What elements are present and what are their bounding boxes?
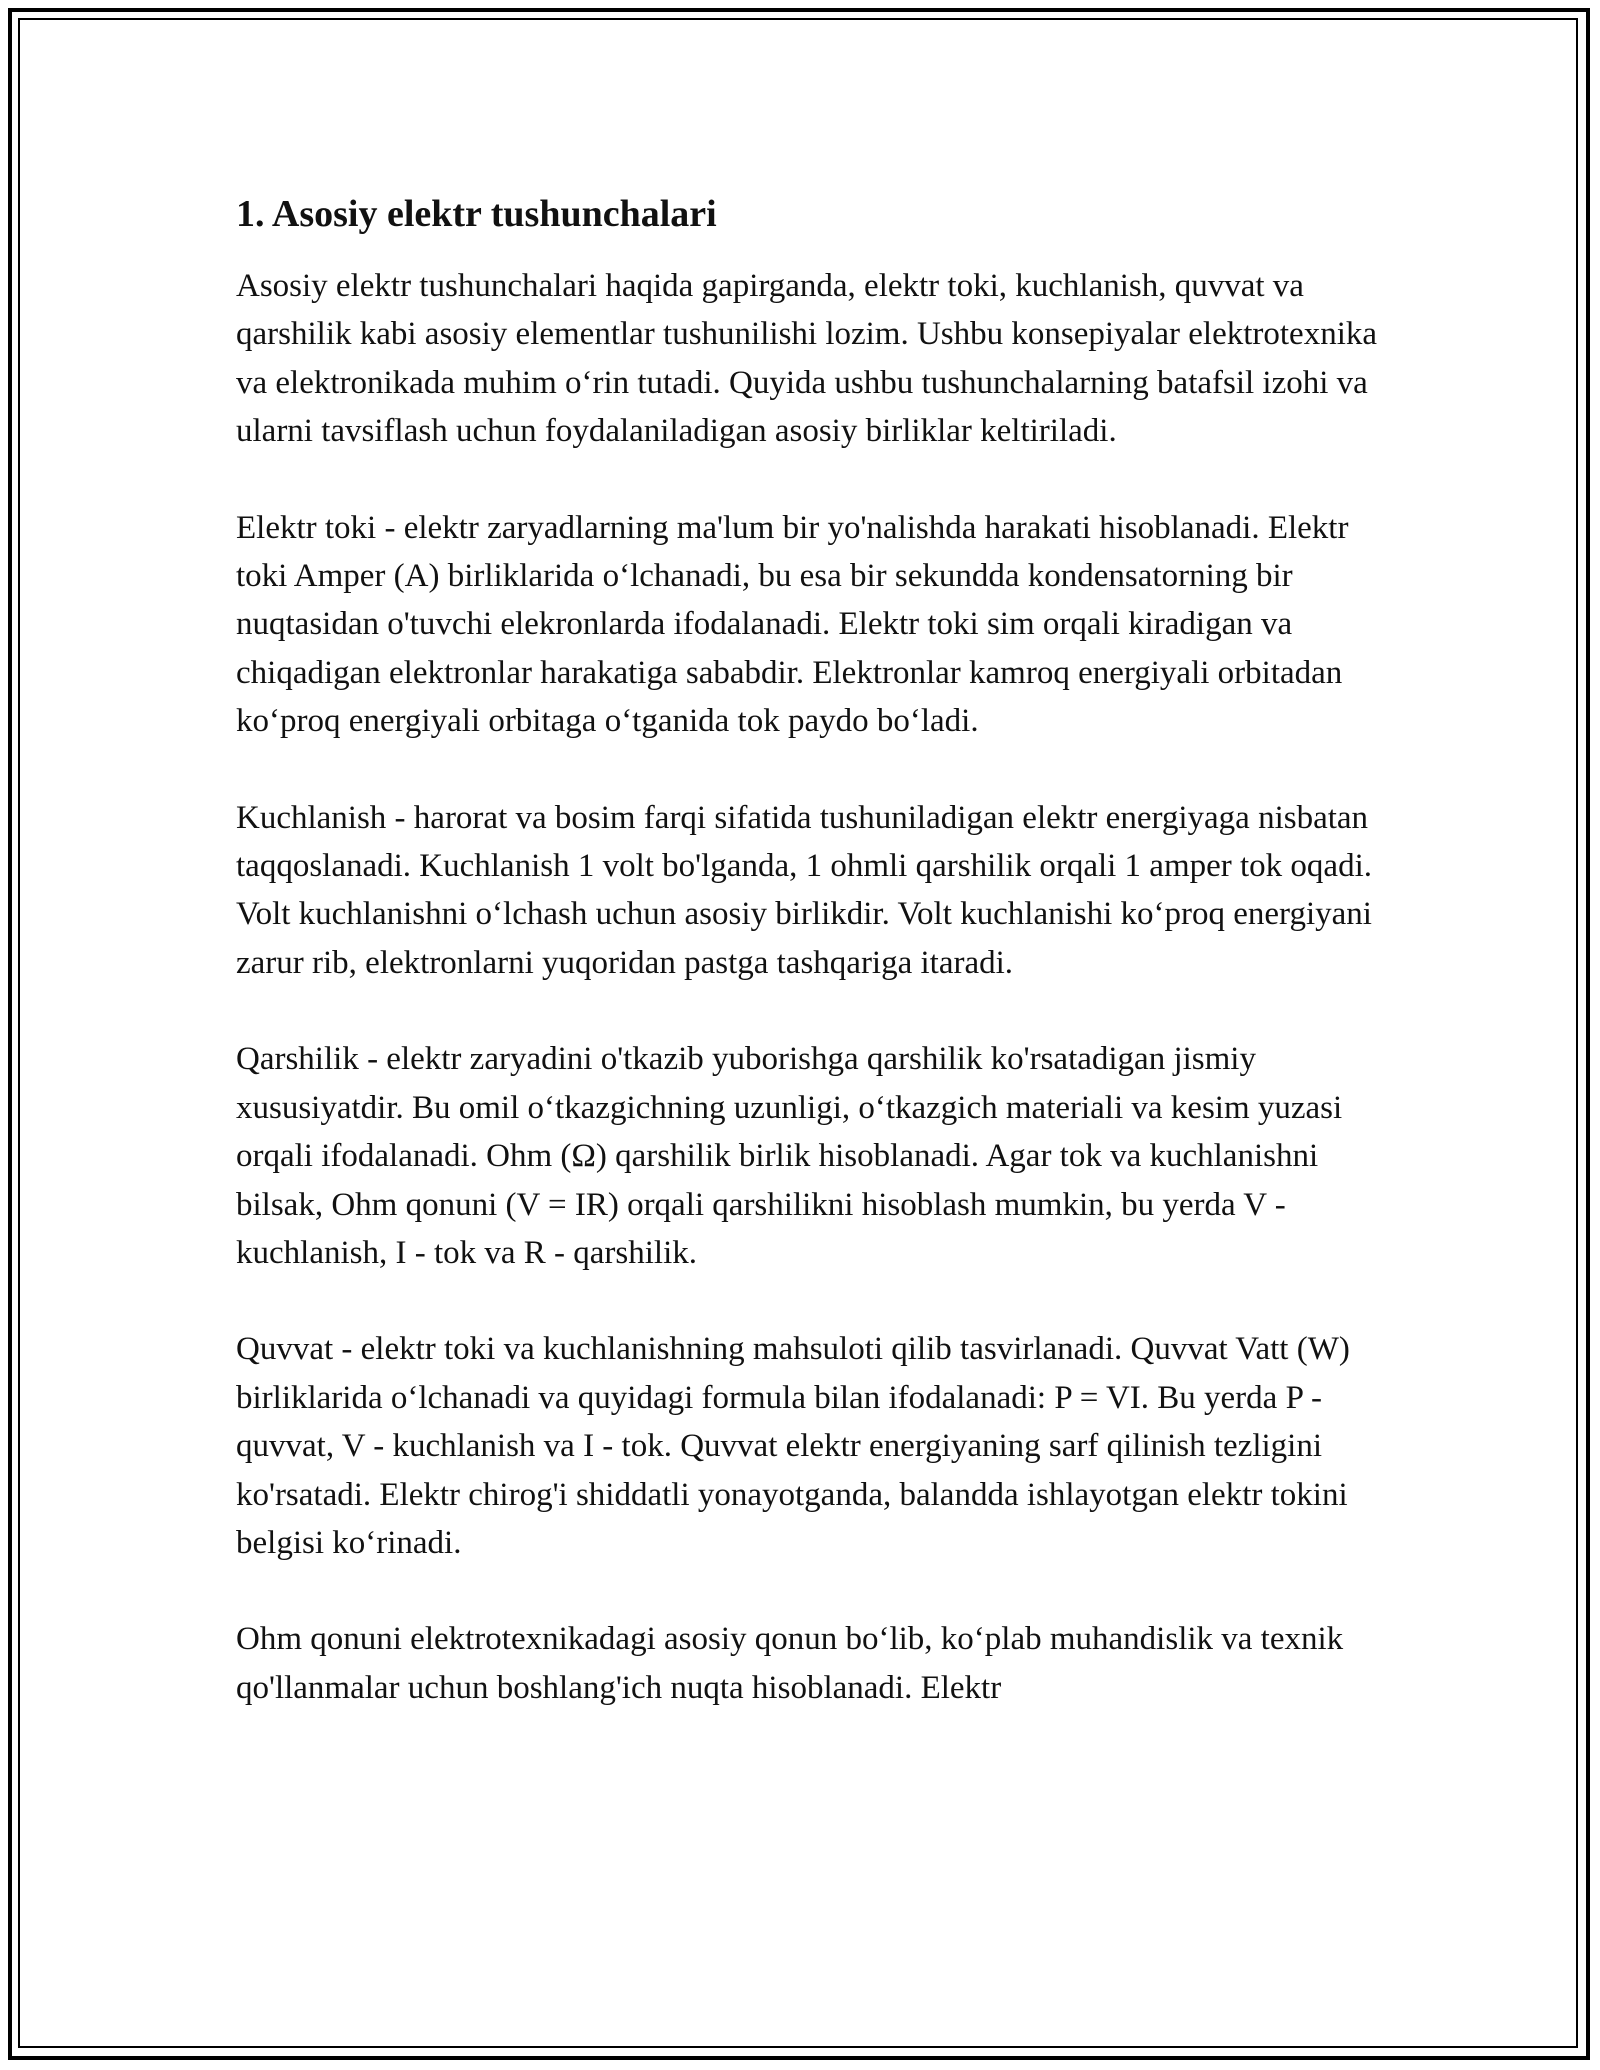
paragraph-intro: Asosiy elektr tushunchalari haqida gapirganda, elektr toki, kuchlanish, quvvat va qarshilik kabi asosiy elementlar tushunilishi lozim. Ushbu konsepiyalar elektrotexnika va elektronikada muhim o‘rin tutadi. Quyida ushbu tushunchalarning batafsil izohi va ularni tavsiflash uchun foydalaniladigan asosiy birliklar keltiriladi. — [236, 268, 1378, 450]
paragraph-voltage: Kuchlanish - harorat va bosim farqi sifatida tushuniladigan elektr energiyaga nisbatan taqqoslanadi. Kuchlanish 1 volt bo'lganda, 1 ohmli qarshilik orqali 1 amper tok oqadi. Volt kuchlanishni o‘lchash uchun asosiy birlikdir. Volt kuchlanishi ko‘proq energiyani zarur rib, elektronlarni yuqoridan pastga tashqariga itaradi. — [236, 799, 1372, 981]
section-heading: 1. Asosiy elektr tushunchalari — [236, 193, 717, 235]
paragraph-resistance: Qarshilik - elektr zaryadini o'tkazib yuborishga qarshilik ko'rsatadigan jismiy xususiyatdir. Bu omil o‘tkazgichning uzunligi, o‘tkazgich materiali va kesim yuzasi orqali ifodalanadi. Ohm (Ω) qarshilik birlik hisoblanadi. Agar tok va kuchlanishni bilsak, Ohm qonuni (V = IR) orqali qarshilikni hisoblash mumkin, bu yerda V - kuchlanish, I - tok va R - qarshilik. — [236, 1041, 1343, 1271]
paragraph-ohms-law: Ohm qonuni elektrotexnikadagi asosiy qonun bo‘lib, ko‘plab muhandislik va texnik qo'llanmalar uchun boshlang'ich nuqta hisoblanadi. Elektr — [236, 1621, 1344, 1706]
document-content — [236, 188, 1386, 1760]
paragraph-electric-current: Elektr toki - elektr zaryadlarning ma'lum bir yo'nalishda harakati hisoblanadi. Elektr toki Amper (A) birliklarida o‘lchanadi, bu esa bir sekundda kondensatorning bir nuqtasidan o'tuvchi elekronlarda ifodalanadi. Elektr toki sim orqali kiradigan va chiqadigan elektronlar harakatiga sababdir. Elektronlar kamroq energiyali orbitadan ko‘proq energiyali orbitaga o‘tganida tok paydo bo‘ladi. — [236, 509, 1349, 740]
paragraph-power: Quvvat - elektr toki va kuchlanishning mahsuloti qilib tasvirlanadi. Quvvat Vatt (W) birliklarida o‘lchanadi va quyidagi formula bilan ifodalanadi: P = VI. Bu yerda P - quvvat, V - kuchlanish va I - tok. Quvvat elektr energiyaning sarf qilinish tezligini ko'rsatadi. Elektr chirog'i shiddatli yonayotganda, balandda ishlayotgan elektr tokini belgisi ko‘rinadi. — [236, 1331, 1350, 1561]
